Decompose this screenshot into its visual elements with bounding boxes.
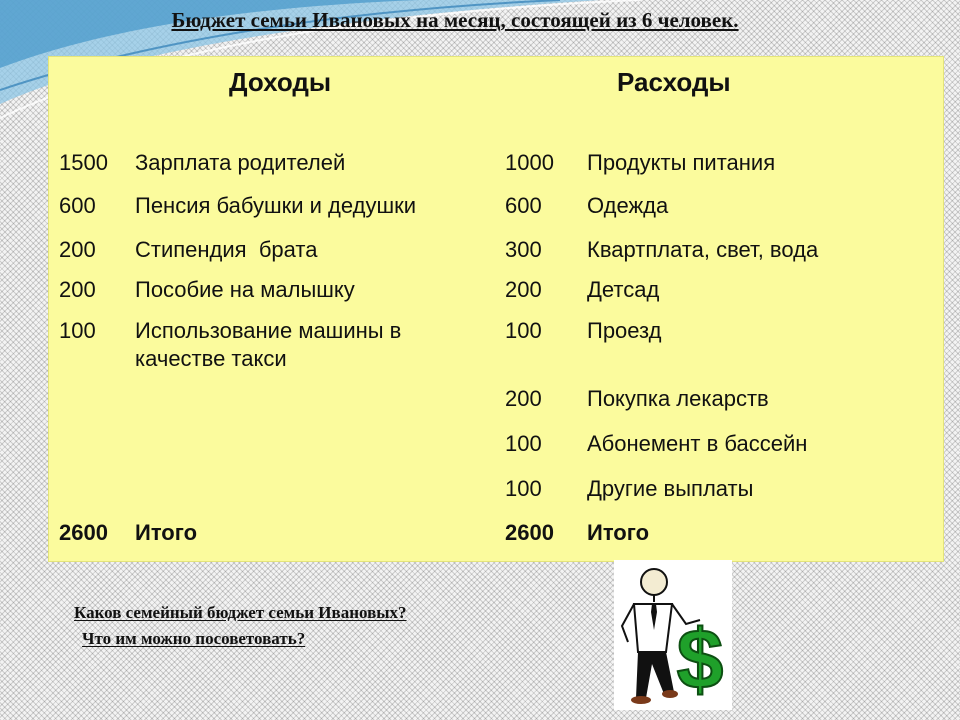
expense-amount: 300 bbox=[505, 237, 542, 262]
income-total-label: Итого bbox=[135, 520, 198, 545]
expense-amount: 100 bbox=[505, 318, 542, 343]
expense-amount: 100 bbox=[505, 476, 542, 501]
expense-label: Абонемент в бассейн bbox=[587, 431, 808, 456]
expense-total-label: Итого bbox=[587, 520, 650, 545]
expense-amount: 200 bbox=[505, 277, 542, 302]
expense-header: Расходы bbox=[617, 67, 731, 97]
question-budget: Каков семейный бюджет семьи Ивановых? bbox=[74, 603, 407, 622]
expense-label: Квартплата, свет, вода bbox=[587, 237, 819, 262]
expense-label: Проезд bbox=[587, 318, 662, 343]
income-amount: 200 bbox=[59, 277, 96, 302]
expense-amount: 600 bbox=[505, 193, 542, 218]
budget-table bbox=[48, 56, 944, 562]
expense-amount: 1000 bbox=[505, 150, 554, 175]
expense-amount: 100 bbox=[505, 431, 542, 456]
income-label: Использование машины в качестве такси bbox=[135, 318, 402, 371]
questions bbox=[74, 600, 407, 652]
income-amount: 600 bbox=[59, 193, 96, 218]
slide-title: Бюджет семьи Ивановых на месяц, состоящей из 6 человек. bbox=[171, 8, 739, 32]
income-label: Пособие на малышку bbox=[135, 277, 355, 302]
income-amount: 1500 bbox=[59, 150, 108, 175]
income-label: Пенсия бабушки и дедушки bbox=[135, 193, 417, 218]
expense-label: Покупка лекарств bbox=[587, 386, 769, 411]
question-advice: Что им можно посоветовать? bbox=[82, 629, 306, 648]
expense-total-amount: 2600 bbox=[505, 520, 554, 545]
income-label: Зарплата родителей bbox=[135, 150, 346, 175]
income-amount: 100 bbox=[59, 318, 96, 343]
expense-label: Одежда bbox=[587, 193, 669, 218]
expense-label: Другие выплаты bbox=[587, 476, 754, 501]
expense-label: Детсад bbox=[587, 277, 660, 302]
expense-label: Продукты питания bbox=[587, 150, 776, 175]
income-label: Стипендия брата bbox=[135, 237, 318, 262]
expense-amount: 200 bbox=[505, 386, 542, 411]
man-leaning-on-dollar-sign-icon bbox=[614, 560, 732, 710]
income-header: Доходы bbox=[229, 67, 332, 97]
income-total-amount: 2600 bbox=[59, 520, 108, 545]
svg-text:$: $ bbox=[676, 612, 724, 706]
income-amount: 200 bbox=[59, 237, 96, 262]
